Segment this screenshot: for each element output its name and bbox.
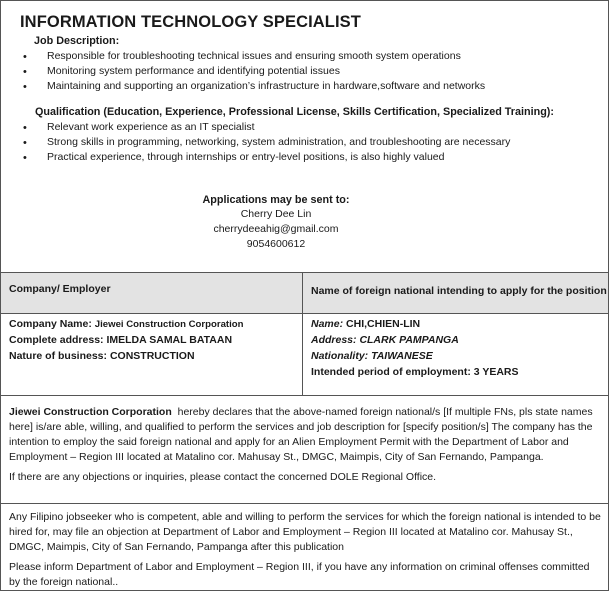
list-item: • Practical experience, through internships or entry-level positions, is also highly valued	[11, 151, 510, 166]
job-details-section	[1, 1, 608, 272]
page-title: INFORMATION TECHNOLOGY SPECIALIST	[20, 13, 361, 31]
fn-address-row	[311, 334, 608, 350]
declaration-text: hereby declares that the above-named foreign national/s [If multiple FNs, pls state names here] is/are able, willing, and qualified to perform the services and job description for [specify position/s] The company has the intention to employ the said foreign national and apply for an Alien Employment Permit with the Department of Labor and Employment – Region III located at Matalino cor. Mahusay St., DMGC, Maimpis, City of San Fernando, Pampanga.	[9, 406, 593, 463]
list-item: • Monitoring system performance and identifying potential issues	[11, 65, 485, 80]
business-nature-label: Nature of business:	[9, 350, 108, 362]
fn-nationality-value: TAIWANESE	[371, 350, 433, 362]
job-description-list	[11, 50, 485, 95]
jobseeker-notice: Any Filipino jobseeker who is competent, able and willing to perform the services for which the foreign national is intended to be hired for, may file an objection at Department of Labor and Employment – Region III located at Matalino cor. Mahusay St., DMGC, Maimpis, City of San Fernando, Pampanga after this publication	[9, 511, 601, 553]
company-address-label: Complete address:	[9, 334, 104, 346]
fn-nationality-row	[311, 350, 608, 366]
qualification-label: Qualification (Education, Experience, Professional License, Skills Certification, Specialized Training):	[35, 106, 554, 118]
business-nature-value: CONSTRUCTION	[109, 350, 195, 362]
declaration-section	[1, 395, 608, 503]
criminal-info-notice: Please inform Department of Labor and Employment – Region III, if you have any information on criminal offenses committed by the foreign national..	[9, 560, 590, 588]
list-item: • Strong skills in programming, networking, system administration, and troubleshooting are necessary	[11, 136, 510, 151]
fn-nationality-label: Nationality:	[311, 350, 369, 362]
contact-phone: 9054600612	[246, 238, 306, 250]
fn-address-label: Address:	[311, 334, 357, 346]
header-company-employer: Company/ Employer	[1, 273, 303, 314]
list-item: • Relevant work experience as an IT specialist	[11, 121, 510, 136]
qualification-list	[11, 121, 510, 166]
notice-section	[1, 503, 608, 591]
fn-name-label: Name:	[311, 318, 344, 330]
declaration-paragraph	[9, 405, 602, 465]
company-name-row	[9, 318, 302, 334]
header-foreign-national: Name of foreign national intending to apply for the position	[303, 273, 608, 314]
fn-address-value: CLARK PAMPANGA	[359, 334, 459, 346]
employer-foreign-national-table	[1, 272, 608, 395]
contact-email: cherrydeeahig@gmail.com	[213, 223, 339, 235]
objections-text: If there are any objections or inquiries, please contact the concerned DOLE Regional Office.	[9, 470, 437, 483]
contact-name: Cherry Dee Lin	[240, 208, 312, 220]
fn-name-value: CHI,CHIEN-LIN	[346, 318, 421, 330]
applications-block	[1, 193, 551, 253]
declaration-company: Jiewei Construction Corporation	[9, 406, 172, 418]
foreign-national-cell	[303, 314, 608, 396]
applications-heading: Applications may be sent to:	[202, 194, 350, 206]
company-name-label: Company Name:	[9, 318, 92, 330]
company-details-cell	[1, 314, 303, 396]
list-item: • Responsible for troubleshooting technical issues and ensuring smooth system operations	[11, 50, 485, 65]
fn-name-row	[311, 318, 608, 334]
list-item: • Maintaining and supporting an organization’s infrastructure in hardware,software and networks	[11, 80, 485, 95]
fn-period-value: 3 YEARS	[473, 366, 519, 378]
company-address-value: IMELDA SAMAL BATAAN	[106, 334, 233, 346]
fn-period-row	[311, 366, 608, 382]
company-address-row	[9, 334, 302, 350]
company-name-value: Jiewei Construction Corporation	[94, 319, 244, 330]
business-nature-row	[9, 350, 302, 366]
fn-period-label: Intended period of employment:	[311, 366, 471, 378]
job-description-label: Job Description:	[34, 35, 120, 47]
